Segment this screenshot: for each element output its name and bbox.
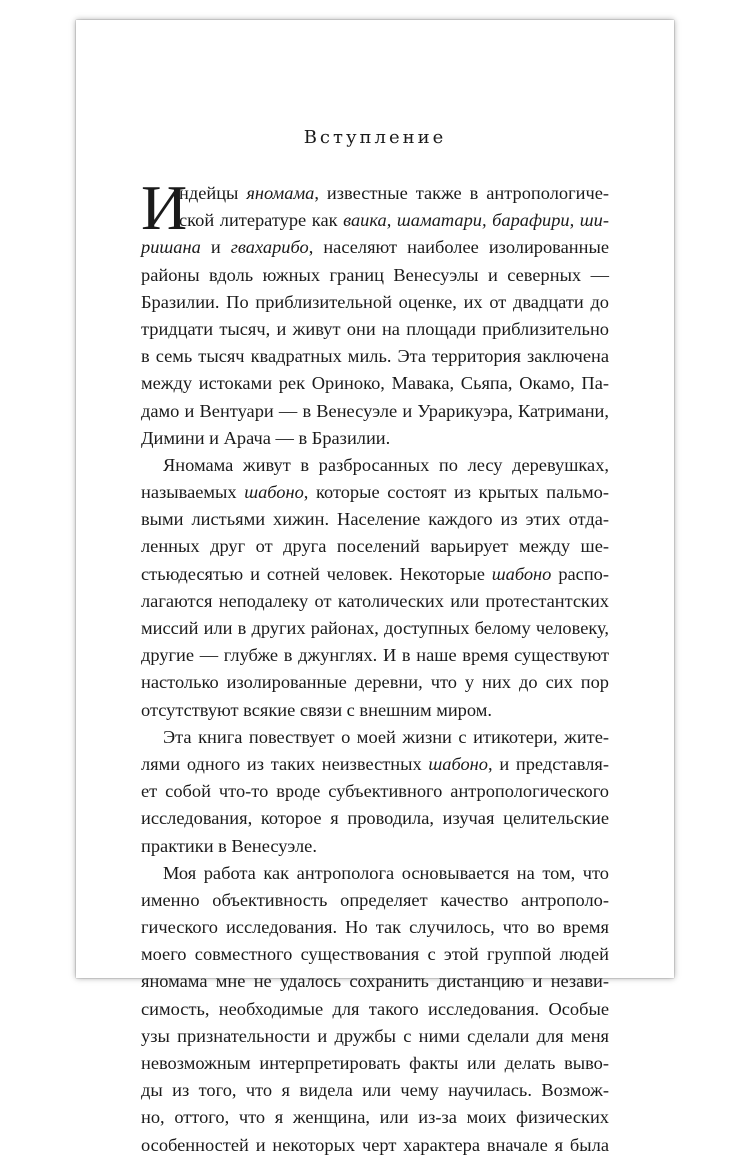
text-segment: распо- [551,563,609,584]
text-segment: называемых [141,482,245,503]
text-line [141,860,609,887]
text-segment: ленных друг от друга поселений варьирует между ше- [141,536,609,557]
text-line [141,968,609,995]
text-line [141,778,609,805]
text-segment: моего совместного существования с этой группой людей [141,944,609,965]
book-page [76,20,674,1155]
text-segment: Эта книга повествует о моей жизни с итикотери, жите- [163,726,609,747]
text-line [141,642,609,669]
text-line [141,751,609,778]
text-segment: дамо и Вентуари — в Венесуэле и Урарикуэра, Катримани, [141,400,609,421]
text-line [141,697,609,724]
text-segment: гического исследования. Но так случилось, что во время [141,917,609,938]
text-line [141,615,609,642]
text-segment: , которые состоят из крытых пальмо- [303,482,609,503]
text-line [141,1132,609,1159]
text-line [141,588,609,615]
text-segment: ет собой что-то вроде субъективного антропологического [141,781,609,802]
italic-term: ваика, шаматари, барафири, ши- [343,210,609,231]
text-line [141,180,609,207]
text-segment: ской литературе как [179,210,344,231]
italic-term: ришана [141,237,201,258]
text-segment: настолько изолированные деревни, что у них до сих пор [141,672,609,693]
text-segment: симость, необходимые для такого исследования. Особые [141,998,609,1019]
text-segment: но, оттого, что я женщина, или из-за моих физических [141,1107,609,1128]
text-segment: лями одного из таких неизвестных [141,753,429,774]
text-segment: и [200,237,231,258]
text-segment: ды из того, что я видела или чему научилась. Возмож- [141,1080,609,1101]
text-segment: тридцати тысяч, и живут они на площади приблизительно [141,318,609,339]
text-line [141,833,609,860]
text-line [141,506,609,533]
drop-cap: И [141,172,188,243]
text-segment: миссий или в других районах, доступных белому человеку, [141,618,609,638]
text-line [141,316,609,343]
text-segment: Димини и Арача — в Бразилии. [141,427,391,448]
text-segment: выми листьями хижин. Население каждого из этих отда- [141,509,609,530]
text-segment: , известные также в антропологиче- [314,183,610,203]
text-line [141,289,609,316]
text-segment: , и представля- [488,753,609,774]
text-segment: исследования, которое я проводила, изучая целительские [141,808,609,829]
italic-term: яномама [246,183,315,203]
text-line [141,479,609,506]
body-text [141,172,610,1159]
text-line [141,561,609,588]
text-segment: , населяют наиболее изолированные [308,237,609,258]
text-line [141,234,609,261]
text-line [141,533,609,560]
text-segment: Яномама живут в разбросанных по лесу деревушках, [163,454,609,475]
text-line [141,1050,609,1077]
text-segment: лагаются неподалеку от католических или протестантских [141,590,609,611]
text-line [141,914,609,941]
text-line [141,1104,609,1131]
text-segment: особенностей и некоторых черт характера вначале я была [141,1134,609,1155]
text-line [141,669,609,696]
text-segment: Бразилии. По приблизительной оценке, их от двадцати до [141,291,609,312]
italic-term: шабоно [244,482,304,503]
text-segment: другие — глубже в джунглях. И в наше время существуют [141,645,609,666]
text-line [141,724,609,751]
text-line [141,1077,609,1104]
text-segment: районы вдоль южных границ Венесуэлы и северных — [141,264,609,285]
text-segment: в семь тысяч квадратных миль. Эта территория заключена [141,346,609,367]
text-segment: ндейцы [179,183,247,203]
text-line [141,370,609,397]
italic-term: шабоно [428,753,489,774]
text-segment: практики в Венесуэле. [141,835,317,856]
text-line [141,941,609,968]
text-line [141,425,609,452]
text-segment: невозможным интерпретировать факты или делать выво- [141,1053,609,1073]
chapter-title: Вступление [303,127,447,148]
italic-term: шабоно [491,563,552,584]
text-line [141,1023,609,1050]
text-line [141,262,609,289]
text-segment: яномама мне не удалось сохранить дистанцию и незави- [141,971,609,992]
text-segment: узы признательности и дружбы с ними сделали для меня [141,1025,609,1046]
text-segment: именно объективность определяет качество антрополо- [141,889,609,910]
text-segment: Моя работа как антрополога основывается на том, что [163,862,609,883]
text-line [141,452,609,479]
italic-term: гвахарибо [230,237,309,258]
text-line [141,398,609,425]
text-line [141,207,609,234]
text-segment: стьюдесятью и сотней человек. Некоторые [141,563,492,584]
text-segment: отсутствуют всякие связи с внешним миром. [141,699,492,720]
text-line [141,343,609,370]
text-line [141,887,609,914]
text-segment: между истоками рек Ориноко, Мавака, Сьяпа, Окамо, Па- [141,373,609,394]
text-line [141,805,609,832]
